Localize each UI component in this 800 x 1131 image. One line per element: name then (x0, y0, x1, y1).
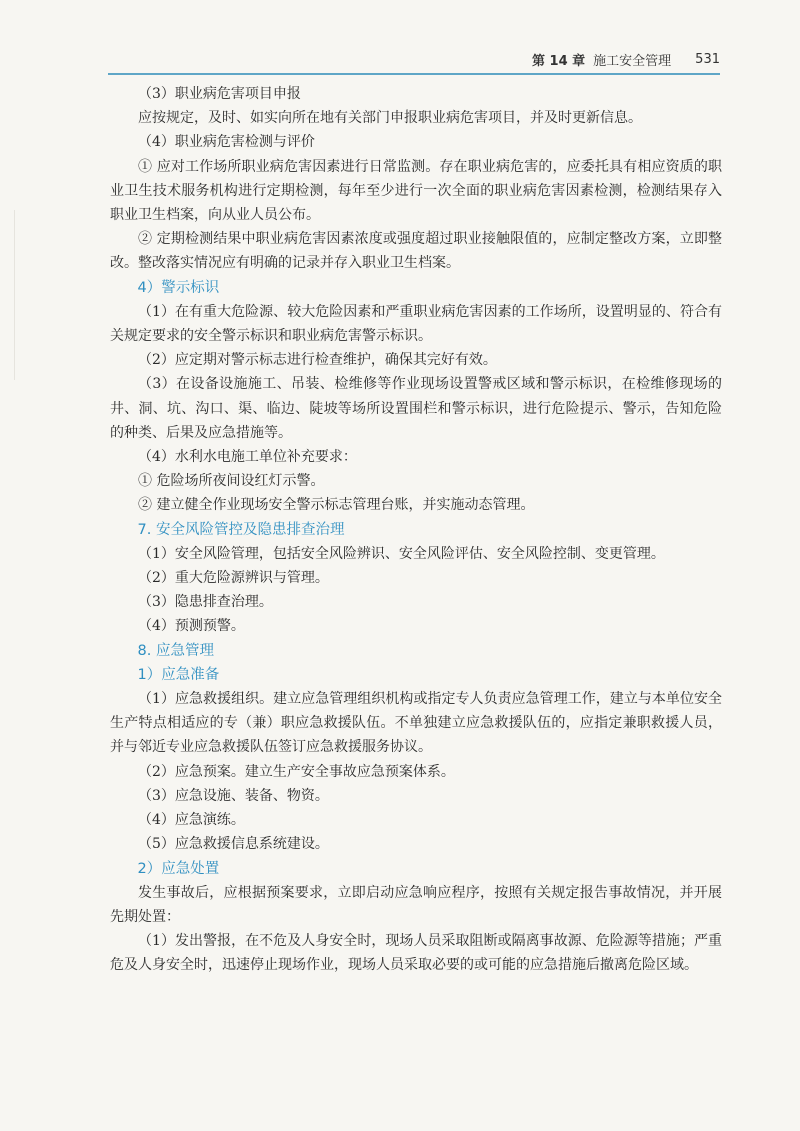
section-heading: 4）警示标识 (137, 279, 220, 296)
section-heading: 1）应急准备 (137, 666, 220, 683)
section-heading: 7. 安全风险管控及隐患排查治理 (137, 521, 345, 538)
body-paragraph: （1）在有重大危险源、较大危险因素和严重职业病危害因素的工作场所，设置明显的、符合有关规定要求的安全警示标识和职业病危害警示标识。 (110, 303, 722, 345)
body-paragraph: （4）预测预警。 (138, 618, 245, 635)
body-paragraph: （5）应急救援信息系统建设。 (138, 836, 329, 853)
body-paragraph: （1）发出警报，在不危及人身安全时，现场人员采取阻断或隔离事故源、危险源等措施；严重危及人身安全时，迅速停止现场作业，现场人员采取必要的或可能的应急措施后撤离危险区域。 (110, 933, 722, 974)
body-paragraph: ② 定期检测结果中职业病危害因素浓度或强度超过职业接触限值的，应制定整改方案，立即整改。整改落实情况应有明确的记录并存入职业卫生档案。 (110, 231, 722, 272)
body-paragraph: （4）应急演练。 (138, 812, 245, 829)
body-paragraph: （3）职业病危害项目申报 (138, 86, 301, 102)
body-paragraph: （2）重大危险源辨识与管理。 (138, 570, 329, 587)
body-paragraph: ① 危险场所夜间设红灯示警。 (138, 473, 325, 490)
body-paragraph: 发生事故后，应根据预案要求，立即启动应急响应程序，按照有关规定报告事故情况，并开展先期处置： (110, 884, 722, 925)
page-number: 531 (695, 52, 720, 67)
section-heading: 2）应急处置 (137, 860, 220, 877)
body-paragraph: （3）在设备设施施工、吊装、检维修等作业现场设置警戒区域和警示标识，在检维修现场的井、洞、坑、沟口、渠、临边、陡坡等场所设置围栏和警示标识，进行危险提示、警示，告知危险的种类、后果及应急措施等。 (110, 376, 722, 441)
page-body (110, 82, 722, 978)
running-header (108, 46, 720, 75)
body-paragraph: （4）水利水电施工单位补充要求： (138, 449, 357, 466)
body-paragraph: （2）应急预案。建立生产安全事故应急预案体系。 (138, 763, 455, 780)
body-paragraph: 应按规定，及时、如实向所在地有关部门申报职业病危害项目，并及时更新信息。 (138, 110, 642, 127)
chapter-title: 施工安全管理 (593, 54, 672, 69)
body-paragraph: （1）应急救援组织。建立应急管理组织机构或指定专人负责应急管理工作，建立与本单位安全生产特点相适应的专（兼）职应急救援队伍。不单独建立应急救援队伍的，应指定兼职救援人员，并与邻近专业应急救援队伍签订应急救援服务协议。 (110, 691, 722, 756)
body-paragraph: ① 应对工作场所职业病危害因素进行日常监测。存在职业病危害的，应委托具有相应资质的职业卫生技术服务机构进行定期检测，每年至少进行一次全面的职业病危害因素检测，检测结果存入职业卫生档案，向从业人员公布。 (110, 158, 722, 224)
body-paragraph: （1）安全风险管理，包括安全风险辨识、安全风险评估、安全风险控制、变更管理。 (138, 545, 665, 562)
body-paragraph: （2）应定期对警示标志进行检查维护，确保其完好有效。 (138, 352, 497, 369)
margin-shadow (14, 210, 15, 380)
body-paragraph: ② 建立健全作业现场安全警示标志管理台账，并实施动态管理。 (138, 497, 535, 514)
body-paragraph: （4）职业病危害检测与评价 (138, 134, 315, 151)
body-paragraph: （3）隐患排查治理。 (138, 594, 273, 611)
section-heading: 8. 应急管理 (137, 642, 214, 659)
chapter-number: 第 14 章 (532, 54, 586, 69)
body-paragraph: （3）应急设施、装备、物资。 (138, 787, 329, 804)
